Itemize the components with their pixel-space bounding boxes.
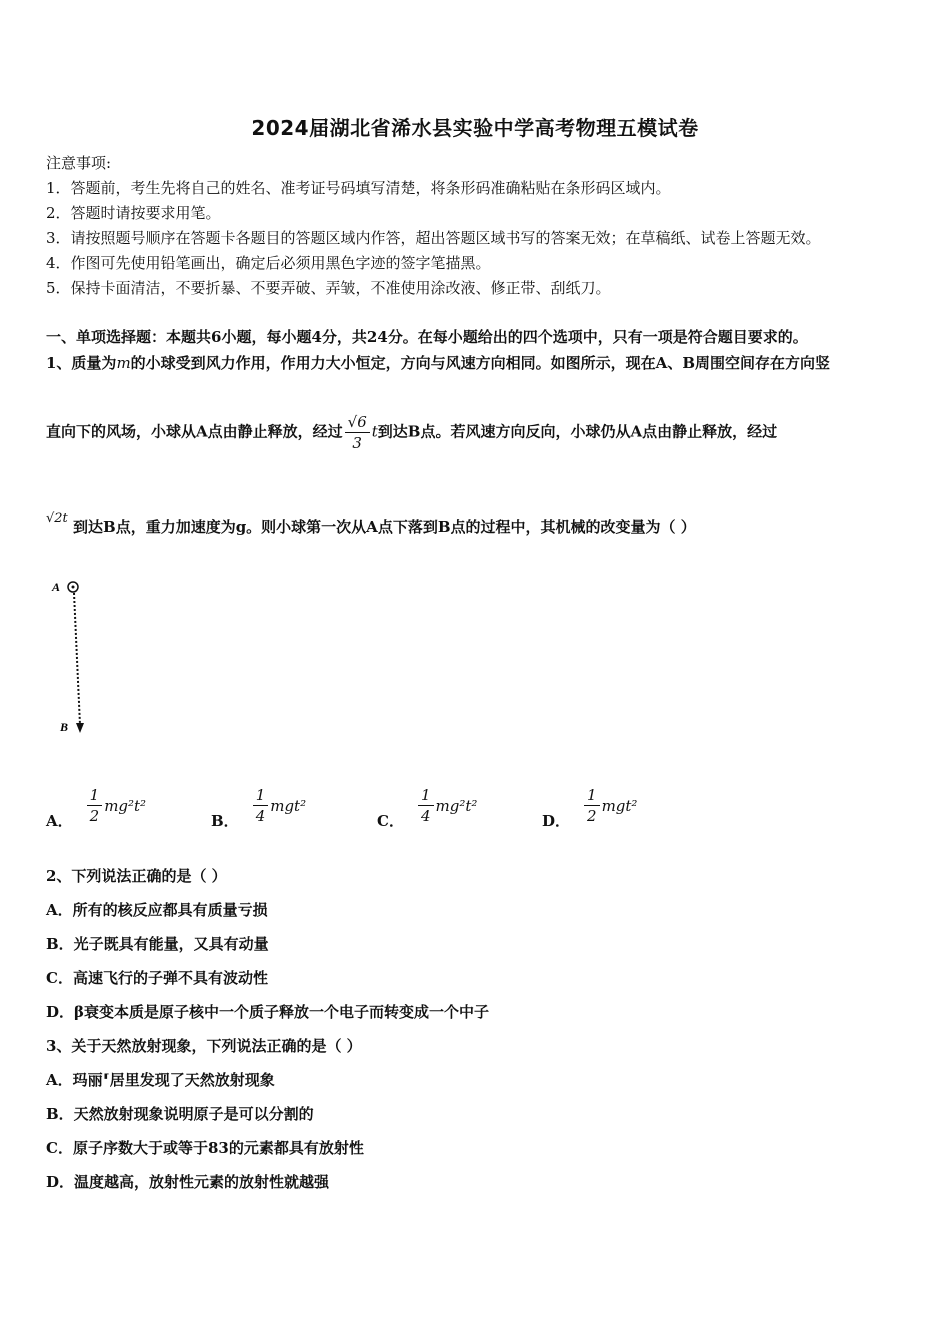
- q1-text: 到达B点。若风速方向反向，小球仍从A点由静止释放，经过: [377, 422, 778, 441]
- option-fraction: [87, 785, 103, 826]
- option-expression: mg²t²: [104, 796, 147, 815]
- fraction-numerator: 1: [87, 785, 103, 806]
- q3-option-d[interactable]: D．温度越高，放射性元素的放射性就越强: [46, 1173, 330, 1191]
- q1-line3: [46, 511, 696, 537]
- option-expression: mgt²: [270, 796, 307, 815]
- option-expression: mg²t²: [435, 796, 478, 815]
- page-title: 2024届湖北省浠水县实验中学高考物理五模试卷: [251, 116, 699, 140]
- fraction-denominator: 4: [255, 807, 266, 825]
- q2-stem: 2、下列说法正确的是（ ）: [46, 867, 227, 885]
- note-item: 3．请按照题号顺序在答题卡各题目的答题区域内作答，超出答题区域书写的答案无效；在草稿纸、试卷上答题无效。: [46, 229, 821, 247]
- q2-option-b[interactable]: B．光子既具有能量，又具有动量: [46, 935, 269, 953]
- q2-option-a[interactable]: A．所有的核反应都具有质量亏损: [46, 901, 268, 919]
- q1-option-b[interactable]: [211, 780, 306, 831]
- fraction-denominator: 4: [420, 807, 431, 825]
- q3-option-c[interactable]: C．原子序数大于或等于83的元素都具有放射性: [46, 1139, 364, 1157]
- q1-text: 的小球受到风力作用，作用力大小恒定，方向与风速方向相同。如图所示，现在A、B周围空间存在方向竖: [130, 354, 830, 372]
- option-label: C．: [377, 812, 404, 830]
- q1-fraction: [345, 412, 370, 453]
- q1-option-a[interactable]: [46, 780, 146, 831]
- option-fraction: [418, 785, 434, 826]
- q1-mass-symbol: m: [116, 354, 131, 372]
- fraction-numerator: 1: [418, 785, 434, 806]
- q3-option-b[interactable]: B．天然放射现象说明原子是可以分割的: [46, 1105, 314, 1123]
- q1-option-d[interactable]: [542, 780, 637, 831]
- note-item: 1．答题前，考生先将自己的姓名、准考证号码填写清楚，将条形码准确粘贴在条形码区域内。: [46, 179, 671, 197]
- section-heading: 一、单项选择题：本题共6小题，每小题4分，共24分。在每小题给出的四个选项中，只有一项是符合题目要求的。: [46, 328, 808, 346]
- q2-option-c[interactable]: C．高速飞行的子弹不具有波动性: [46, 969, 268, 987]
- q2-option-d[interactable]: D．β衰变本质是原子核中一个质子释放一个电子而转变成一个中子: [46, 1003, 489, 1021]
- fraction-numerator: 1: [253, 785, 269, 806]
- q1-text: 1、质量为: [46, 354, 117, 372]
- ball-center: [72, 586, 75, 589]
- fraction-numerator: 1: [584, 785, 600, 806]
- q1-option-c[interactable]: [377, 780, 477, 831]
- fall-path: [74, 593, 80, 725]
- q1-line1: [46, 352, 830, 373]
- fraction-denominator: 2: [89, 807, 100, 825]
- sqrt-expression: √2t: [46, 511, 68, 526]
- fraction-denominator: 2: [587, 807, 597, 825]
- q1-text: 直向下的风场，小球从A点由静止释放，经过: [46, 422, 343, 441]
- q1-diagram: [50, 575, 100, 745]
- label-b: B: [60, 720, 69, 734]
- q1-text: 到达B点，重力加速度为g。则小球第一次从A点下落到B点的过程中，其机械的改变量为（ ）: [73, 518, 696, 536]
- option-fraction: [584, 785, 600, 826]
- fraction-denominator: 3: [352, 434, 362, 452]
- time-variable: t: [371, 422, 378, 441]
- note-item: 5．保持卡面清洁，不要折暴、不要弄破、弄皱，不准使用涂改液、修正带、刮纸刀。: [46, 279, 611, 297]
- q1-line2: [46, 412, 777, 453]
- option-label: A．: [46, 812, 73, 830]
- arrow-down-icon: [76, 723, 84, 733]
- q3-stem: 3、关于天然放射现象，下列说法正确的是（ ）: [46, 1037, 362, 1055]
- q3-option-a[interactable]: A．玛丽⸢居里发现了天然放射现象: [46, 1071, 275, 1089]
- option-label: D．: [542, 812, 571, 830]
- option-expression: mgt²: [601, 796, 638, 815]
- note-item: 2．答题时请按要求用笔。: [46, 204, 221, 222]
- option-fraction: [253, 785, 269, 826]
- notes-heading: 注意事项:: [46, 154, 112, 172]
- fraction-numerator: √6: [345, 412, 370, 433]
- note-item: 4．作图可先使用铅笔画出，确定后必须用黑色字迹的签字笔描黑。: [46, 254, 491, 272]
- label-a: A: [52, 580, 61, 594]
- option-label: B．: [211, 812, 239, 830]
